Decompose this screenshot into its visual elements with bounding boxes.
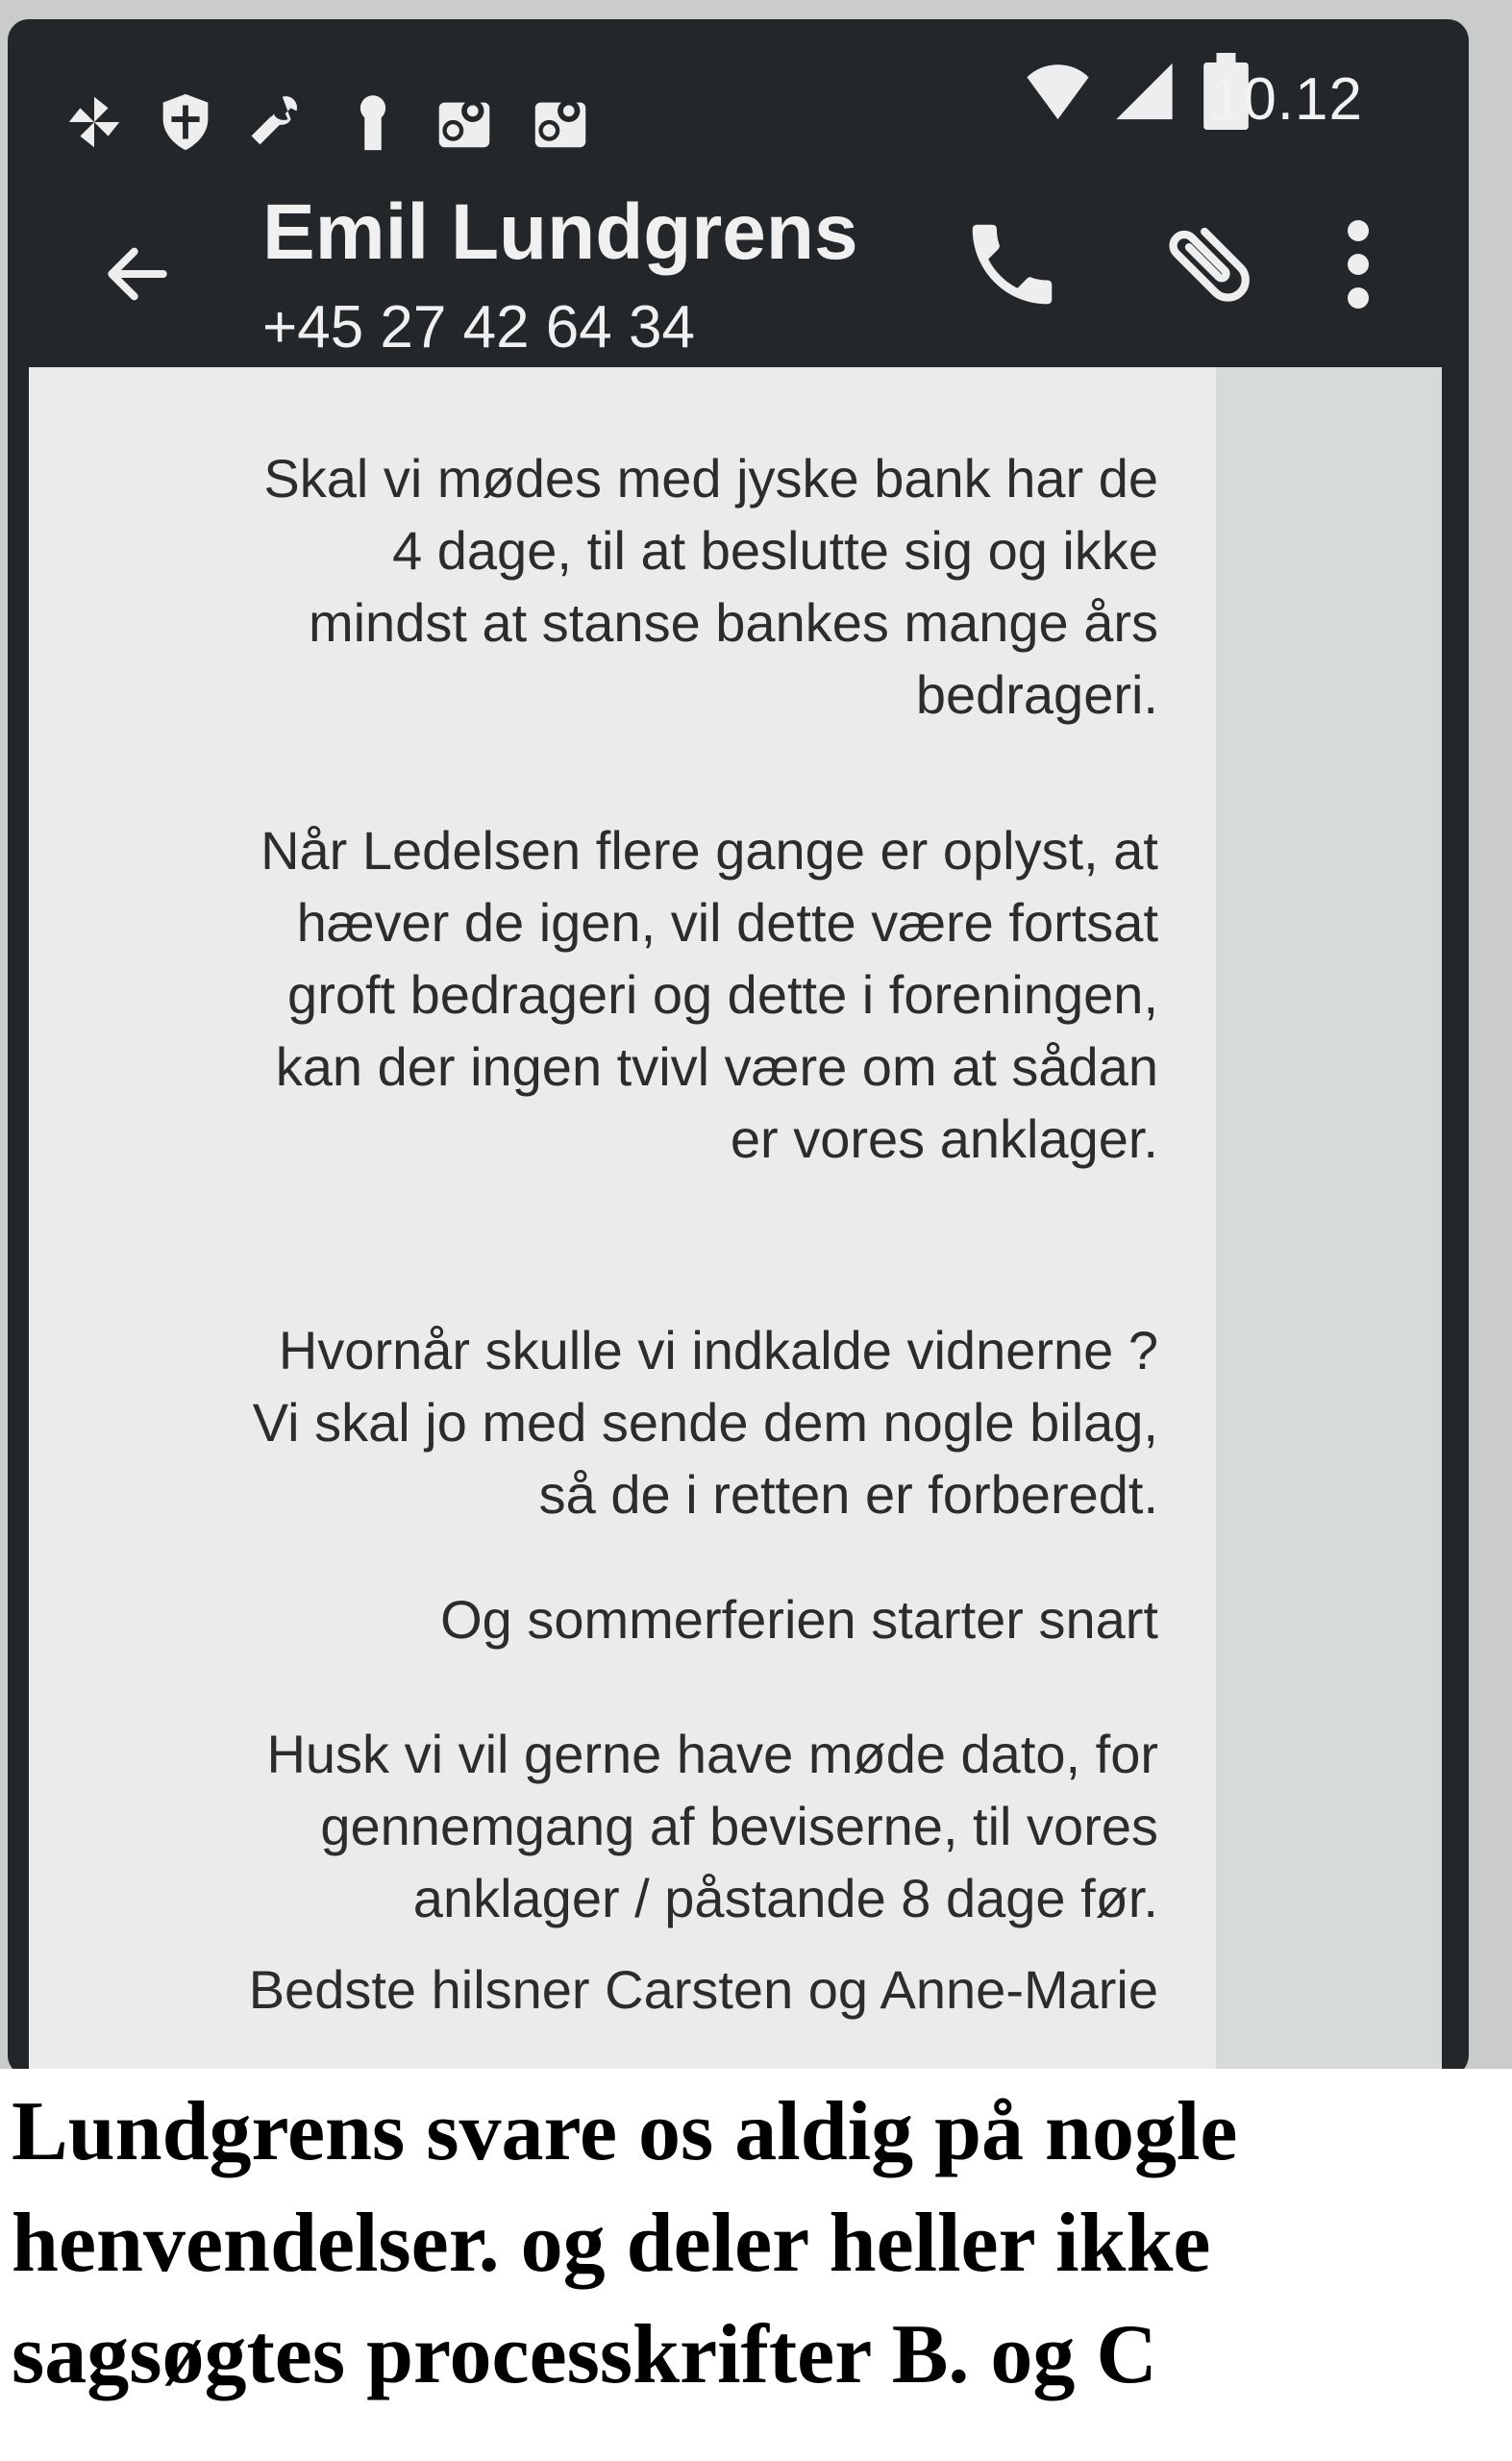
contact-name[interactable]: Emil Lundgrens [262, 188, 858, 276]
message-line: Husk vi vil gerne have møde dato, for [266, 1724, 1158, 1784]
caption-line: sagsøgtes processkrifter B. og C [12, 2308, 1157, 2401]
keyhole-icon [339, 88, 407, 156]
message-line: Og sommerferien starter snart [440, 1589, 1158, 1650]
pinwheel-icon [61, 88, 128, 156]
message-bubble[interactable] [53, 1314, 1158, 1530]
message-line: kan der ingen tvivl være om at sådan [275, 1036, 1158, 1097]
status-time: 10.12 [1208, 66, 1363, 133]
back-arrow-icon[interactable] [99, 236, 176, 312]
message-bubble[interactable] [53, 1583, 1158, 1655]
shield-icon [152, 88, 219, 156]
message-line: bedrageri. [915, 664, 1158, 725]
message-line: mindst at stanse bankes mange års [308, 592, 1158, 653]
paperclip-icon[interactable] [1156, 207, 1262, 322]
message-line: 4 dage, til at beslutte sig og ikke [392, 520, 1158, 581]
message-bubble[interactable] [53, 814, 1158, 1175]
caption-text [12, 2076, 1492, 2411]
message-bubble[interactable] [53, 1718, 1158, 1934]
message-thread[interactable] [29, 367, 1442, 2069]
map-icon [527, 88, 594, 156]
signal-icon [1108, 58, 1180, 125]
wrench-icon [243, 88, 310, 156]
message-line: Vi skal jo med sende dem nogle bilag, [252, 1392, 1158, 1453]
caption-line: Lundgrens svare os aldig på nogle [12, 2085, 1238, 2178]
message-line: gennemgang af beviserne, til vores [320, 1796, 1158, 1856]
contact-number: +45 27 42 64 34 [262, 294, 695, 360]
phone-icon[interactable] [959, 207, 1065, 322]
message-line: anklager / påstande 8 dage før. [412, 1868, 1158, 1928]
map-icon [431, 88, 498, 156]
message-bubble[interactable] [53, 1953, 1158, 2026]
message-line: så de i retten er forberedt. [538, 1464, 1158, 1525]
message-line: hæver de igen, vil dette være fortsat [296, 892, 1158, 953]
message-line: Bedste hilsner Carsten og Anne-Marie [248, 1959, 1158, 2020]
caption-line: henvendelser. og deler heller ikke [12, 2197, 1211, 2290]
status-bar [8, 19, 1469, 163]
more-vertical-icon[interactable] [1325, 207, 1392, 322]
thread-margin [1216, 367, 1442, 2069]
message-line: groft bedrageri og dette i foreningen, [287, 964, 1158, 1025]
message-line: er vores anklager. [730, 1108, 1158, 1169]
message-bubble[interactable] [53, 442, 1158, 731]
message-line: Skal vi mødes med jyske bank har de [263, 448, 1158, 509]
message-line: Når Ledelsen flere gange er oplyst, at [260, 820, 1158, 881]
message-line: Hvornår skulle vi indkalde vidnerne ? [278, 1320, 1158, 1380]
conversation-header [8, 163, 1469, 365]
wifi-icon [1022, 58, 1094, 125]
caption-box [0, 2069, 1512, 2461]
